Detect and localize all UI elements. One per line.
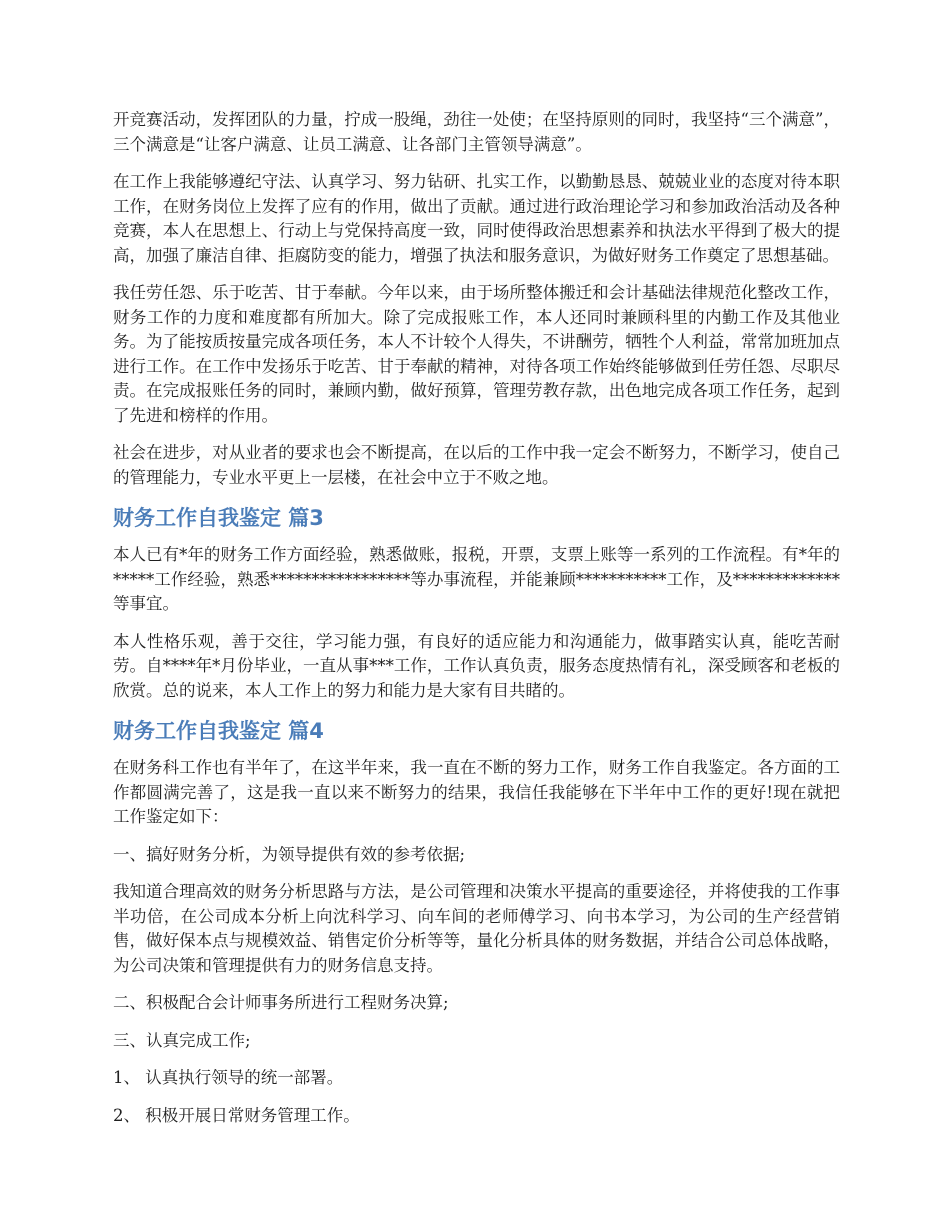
paragraph-competition: 开竞赛活动，发挥团队的力量，拧成一股绳，劲往一处使；在坚持原则的同时，我坚持“三个满意”，三个满意是“让客户满意、让员工满意、让各部门主管领导满意”。	[113, 110, 840, 154]
paragraph-dedication: 我任劳任怨、乐于吃苦、甘于奉献。今年以来，由于场所整体搬迁和会计基础法律规范化整改工作，财务工作的力度和难度都有所加大。除了完成报账工作，本人还同时兼顾科里的内勤工作及其他业务。为了能按质按量完成各项任务，本人不计较个人得失，不讲酬劳，牺牲个人利益，常常加班加点进行工作。在工作中发扬乐于吃苦、甘于奉献的精神，对待各项工作始终能够做到任劳任怨、尽职尽责。在完成报账任务的同时，兼顾内勤，做好预算，管理劳教存款，出色地完成各项工作任务，起到了先进和榜样的作用。	[113, 283, 840, 425]
list-heading-1: 一、搞好财务分析，为领导提供有效的参考依据;	[113, 844, 466, 864]
paragraph-progress: 社会在进步，对从业者的要求也会不断提高，在以后的工作中我一定会不断努力，不断学习，使自己的管理能力，专业水平更上一层楼，在社会中立于不败之地。	[113, 443, 840, 487]
section-heading-4: 财务工作自我鉴定 篇4	[113, 719, 324, 743]
section-heading-3: 财务工作自我鉴定 篇3	[113, 506, 324, 530]
list-item-2: 2、 积极开展日常财务管理工作。	[113, 1105, 360, 1125]
paragraph-work-attitude: 在工作上我能够遵纪守法、认真学习、努力钻研、扎实工作，以勤勤恳恳、兢兢业业的态度对待本职工作，在财务岗位上发挥了应有的作用，做出了贡献。通过进行政治理论学习和参加政治活动及各种竞赛，本人在思想上、行动上与党保持高度一致，同时使得政治思想素养和执法水平得到了极大的提高，加强了廉洁自律、拒腐防变的能力，增强了执法和服务意识，为做好财务工作奠定了思想基础。	[113, 172, 840, 265]
paragraph-financial-analysis: 我知道合理高效的财务分析思路与方法，是公司管理和决策水平提高的重要途径，并将使我的工作事半功倍，在公司成本分析上向沈科学习、向车间的老师傅学习、向书本学习，为公司的生产经营销售，做好保本点与规模效益、销售定价分析等等，量化分析具体的财务数据，并结合公司总体战略，为公司决策和管理提供有力的财务信息支持。	[113, 882, 840, 975]
paragraph-personality: 本人性格乐观，善于交往，学习能力强，有良好的适应能力和沟通能力，做事踏实认真，能吃苦耐劳。自****年*月份毕业，一直从事***工作，工作认真负责，服务态度热情有礼，深受顾客和老板的欣赏。总的说来，本人工作上的努力和能力是大家有目共睹的。	[113, 631, 840, 700]
paragraph-half-year: 在财务科工作也有半年了，在这半年来，我一直在不断的努力工作，财务工作自我鉴定。各方面的工作都圆满完善了，这是我一直以来不断努力的结果，我信任我能够在下半年中工作的更好!现在就把工作鉴定如下：	[113, 758, 840, 826]
paragraph-experience: 本人已有*年的财务工作方面经验，熟悉做账，报税，开票，支票上账等一系列的工作流程。有*年的*****工作经验，熟悉*****************等办事流程，并能兼顾***********工作，及*************等事宜。	[113, 545, 840, 613]
list-heading-3: 三、认真完成工作;	[113, 1030, 251, 1050]
document-page	[113, 108, 840, 1141]
list-item-1: 1、 认真执行领导的统一部署。	[113, 1068, 344, 1087]
list-heading-2: 二、积极配合会计师事务所进行工程财务决算;	[113, 993, 449, 1012]
